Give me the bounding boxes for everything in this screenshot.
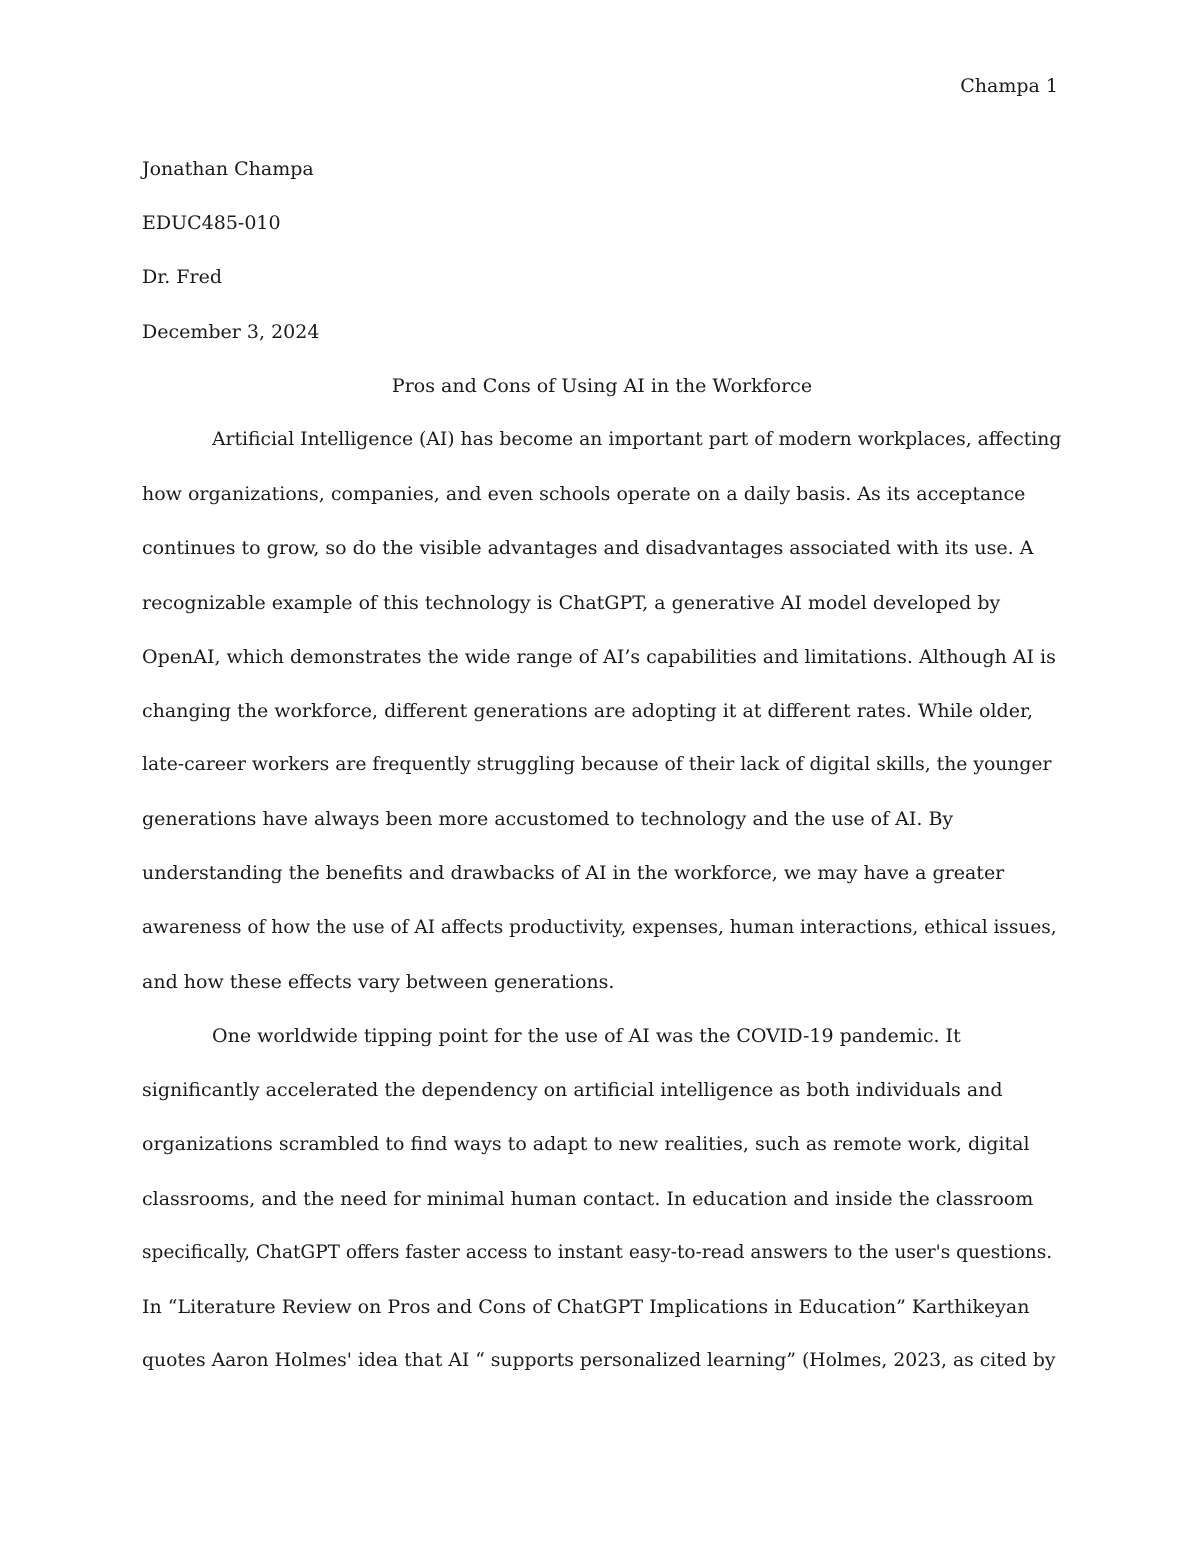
paragraph-line: Artificial Intelligence (AI) has become an important part of modern workplaces, affecting — [212, 428, 1062, 450]
document-date: December 3, 2024 — [142, 320, 320, 343]
paragraph-2 — [142, 1009, 1062, 1388]
paragraph-line: how organizations, companies, and even schools operate on a daily basis. As its acceptance — [142, 483, 1026, 506]
running-head: Champa 1 — [960, 75, 1058, 97]
paragraph-line: understanding the benefits and drawbacks of AI in the workforce, we may have a greater — [142, 862, 1005, 885]
paragraph-line: organizations scrambled to find ways to adapt to new realities, such as remote work, digital — [142, 1133, 1030, 1156]
paragraph-line: specifically, ChatGPT offers faster access to instant easy-to-read answers to the user's questions. — [142, 1241, 1053, 1263]
course-code: EDUC485-010 — [142, 212, 281, 235]
paragraph-line: One worldwide tipping point for the use of AI was the COVID-19 pandemic. It — [212, 1025, 961, 1047]
document-body — [142, 142, 1062, 1388]
document-title: Pros and Cons of Using AI in the Workforce — [391, 374, 813, 397]
author-name: Jonathan Champa — [142, 158, 314, 180]
paragraph-line: continues to grow, so do the visible advantages and disadvantages associated with its use. A — [142, 537, 1034, 560]
paragraph-line: quotes Aaron Holmes' idea that AI “ supports personalized learning” (Holmes, 2023, as cited by — [142, 1350, 1056, 1372]
paragraph-line: recognizable example of this technology is ChatGPT, a generative AI model developed by — [142, 591, 1001, 614]
paragraph-line: OpenAI, which demonstrates the wide range of AI’s capabilities and limitations. Although AI is — [142, 645, 1056, 668]
paragraph-line: significantly accelerated the dependency on artificial intelligence as both individuals and — [142, 1079, 1003, 1102]
paragraph-line: generations have always been more accustomed to technology and the use of AI. By — [142, 808, 954, 831]
paragraph-line: late-career workers are frequently struggling because of their lack of digital skills, the younger — [142, 754, 1052, 776]
paragraph-line: changing the workforce, different generations are adopting it at different rates. While older, — [142, 699, 1033, 722]
paragraph-line: classrooms, and the need for minimal human contact. In education and inside the classroom — [142, 1187, 1034, 1210]
instructor-name: Dr. Fred — [142, 266, 222, 289]
paragraph-line: In “Literature Review on Pros and Cons of ChatGPT Implications in Education” Karthikeyan — [142, 1295, 1030, 1318]
paragraph-1 — [142, 413, 1062, 1009]
paragraph-line: and how these effects vary between generations. — [142, 970, 615, 993]
paragraph-line: awareness of how the use of AI affects productivity, expenses, human interactions, ethical issues, — [142, 916, 1057, 938]
